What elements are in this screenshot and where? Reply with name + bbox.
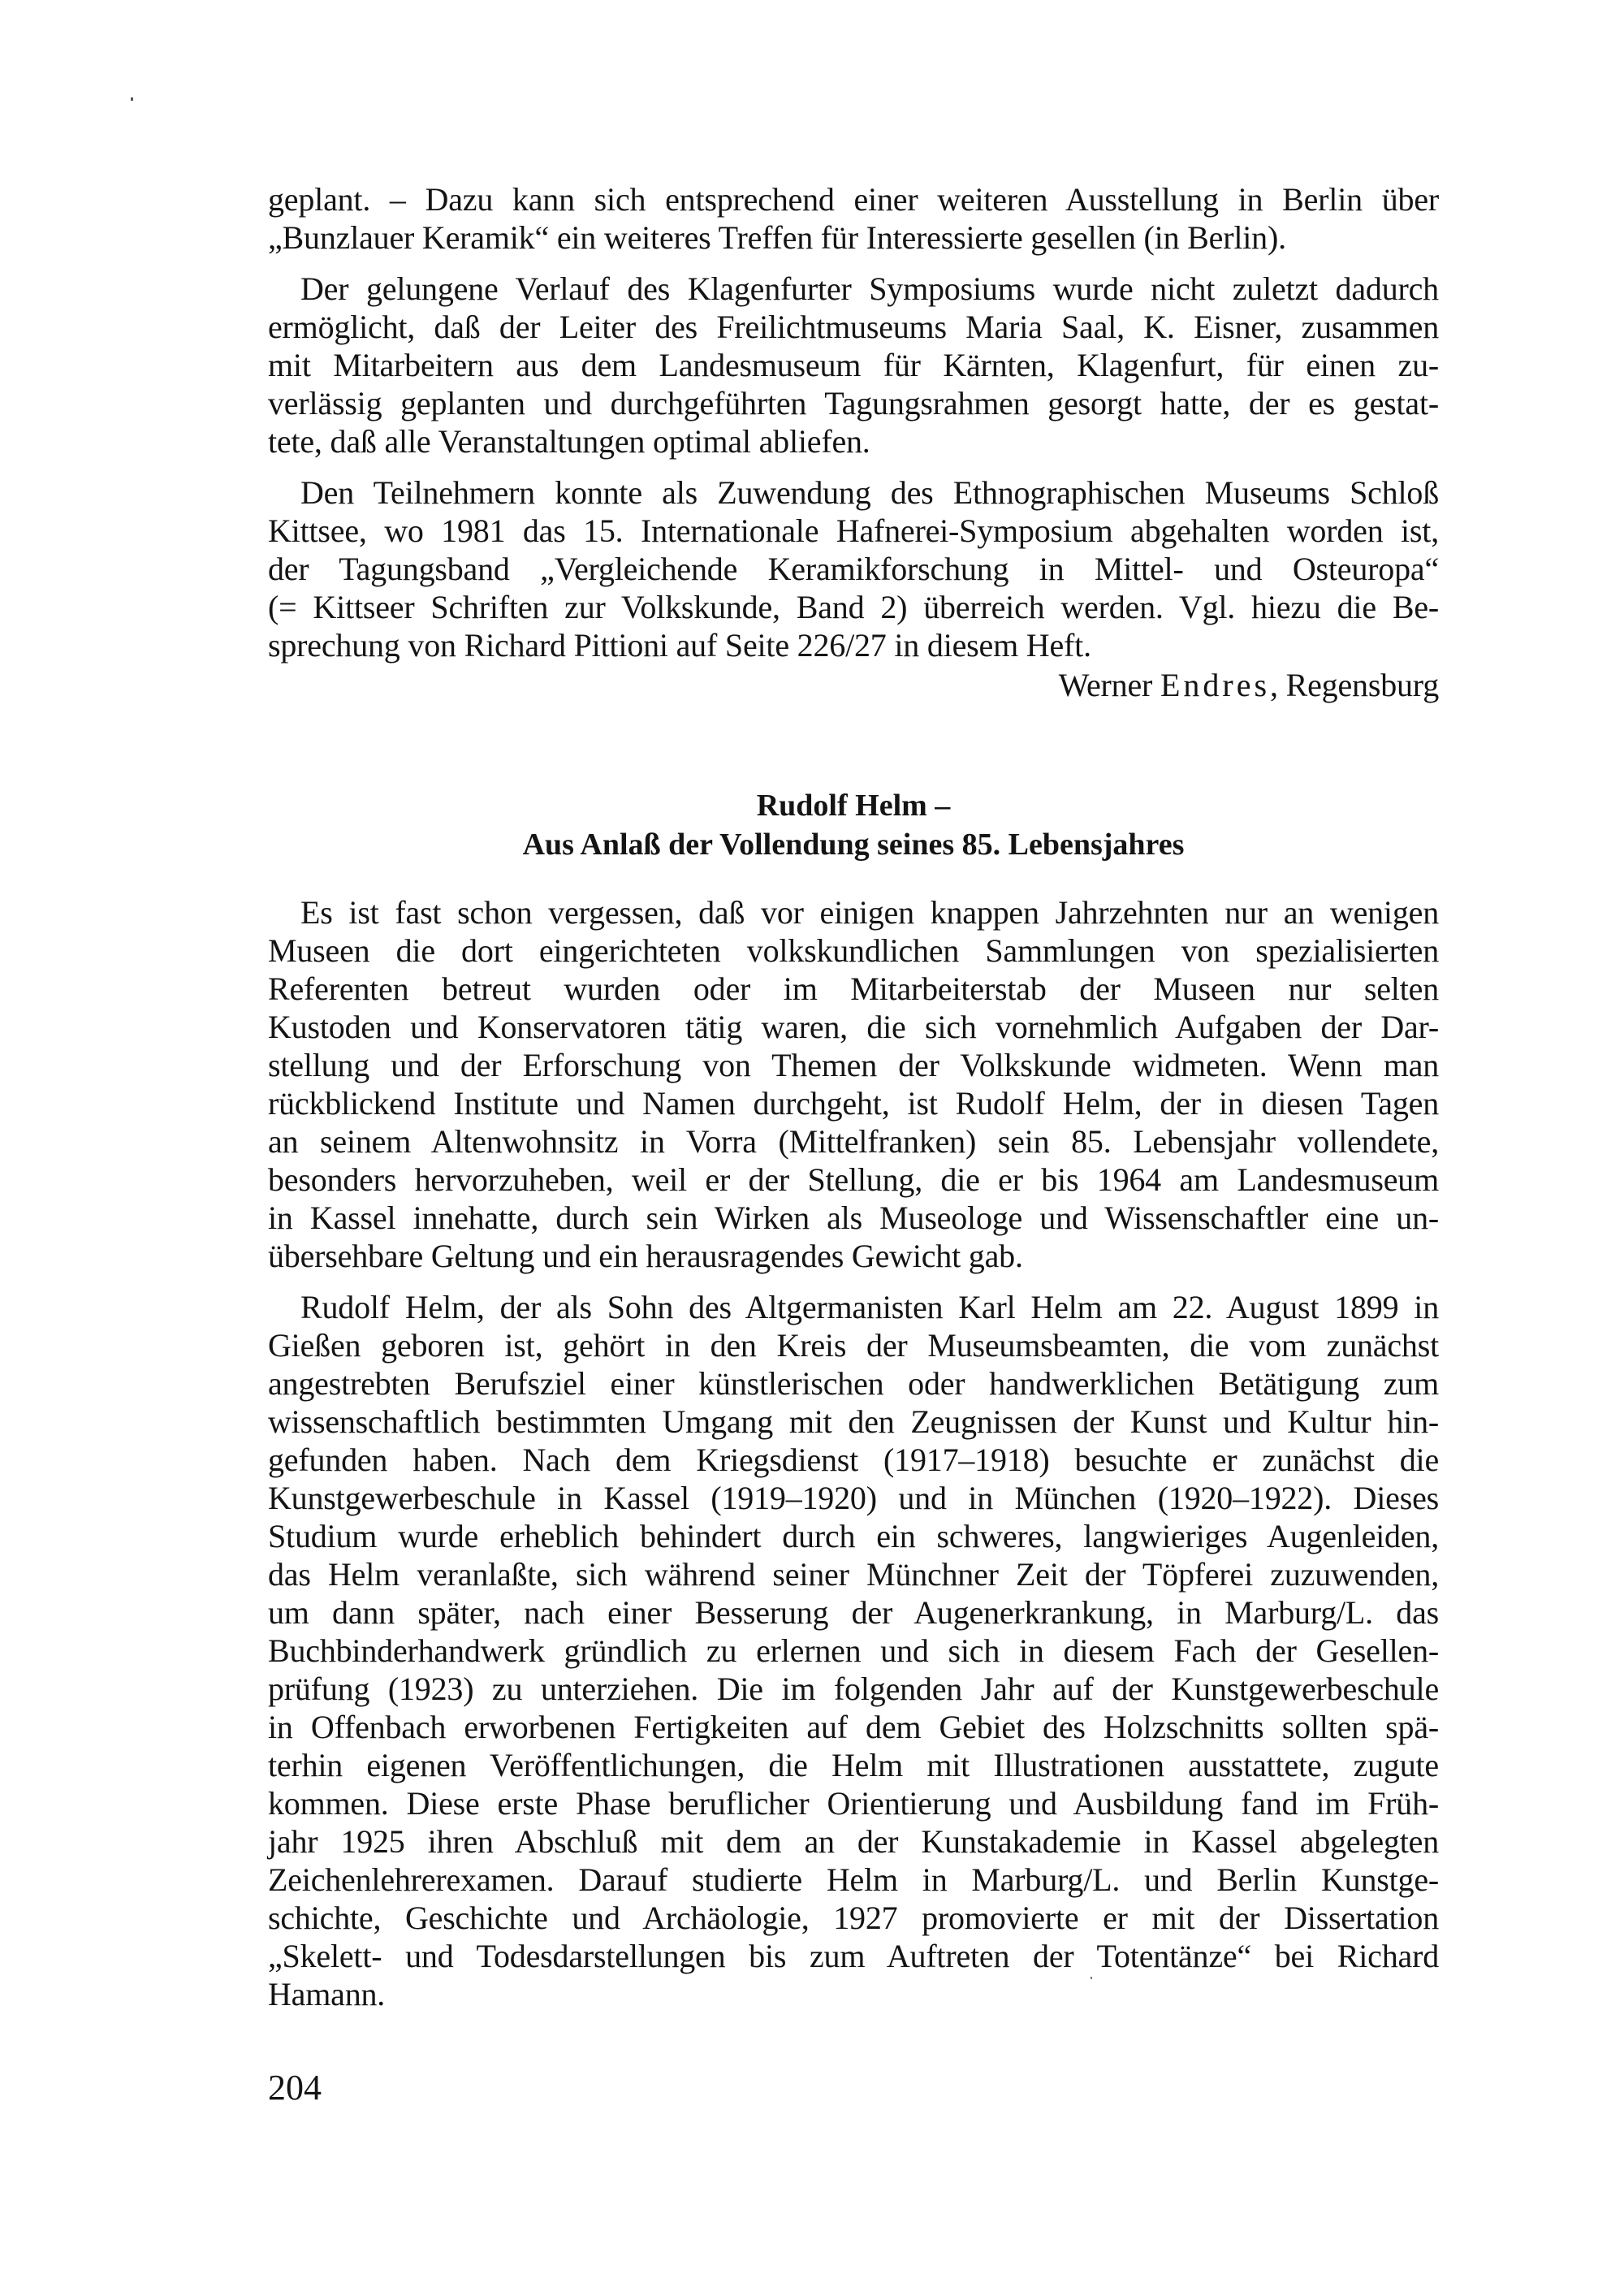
text-line: mit Mitarbeitern aus dem Landesmuseum für Kärnten, Klagenfurt, für einen zu- — [268, 347, 1439, 383]
text-line: stellung und der Erforschung von Themen der Volkskunde widmeten. Wenn man — [268, 1047, 1439, 1083]
text-line: Den Teilnehmern konnte als Zuwendung des Ethnographischen Museums Schloß — [300, 474, 1439, 511]
text-line: Referenten betreut wurden oder im Mitarbeiterstab der Museen nur selten — [268, 970, 1439, 1007]
text-line: Hamann. — [268, 1976, 386, 2012]
text-line: „Bunzlauer Keramik“ ein weiteres Treffen für Interessierte gesellen (in Berlin). — [268, 219, 1286, 256]
text-line: schichte, Geschichte und Archäologie, 1927 promovierte er mit der Dissertation — [268, 1900, 1439, 1936]
text-line: geplant. – Dazu kann sich entsprechend einer weiteren Ausstellung in Berlin über — [268, 181, 1439, 218]
author-first-name: Werner — [1058, 667, 1153, 703]
text-line: um dann später, nach einer Besserung der Augenerkrankung, in Marburg/L. das — [268, 1594, 1439, 1631]
article-subtitle: Aus Anlaß der Vollendung seines 85. Lebensjahres — [522, 828, 1185, 862]
text-line: der Tagungsband „Vergleichende Keramikforschung in Mittel- und Osteuropa“ — [268, 551, 1439, 587]
paragraph — [268, 1288, 1439, 2013]
text-line: Studium wurde erheblich behindert durch ein schweres, langwieriges Augenleiden, — [268, 1518, 1439, 1554]
text-line: Zeichenlehrerexamen. Darauf studierte Helm in Marburg/L. und Berlin Kunstge- — [268, 1861, 1439, 1898]
author-signature — [268, 666, 1439, 704]
paragraph — [268, 180, 1439, 257]
paragraph — [268, 270, 1439, 460]
text-line: in Offenbach erworbenen Fertigkeiten auf dem Gebiet des Holzschnitts sollten spä- — [268, 1709, 1439, 1745]
text-line: übersehbare Geltung und ein herausragendes Gewicht gab. — [268, 1238, 1023, 1274]
text-line: „Skelett- und Todesdarstellungen bis zum Auftreten der Totentänze“ bei Richard — [268, 1938, 1439, 1974]
previous-report-section — [268, 180, 1439, 704]
text-line: angestrebten Berufsziel einer künstlerischen oder handwerklichen Betätigung zum — [268, 1365, 1439, 1402]
article-heading — [268, 786, 1439, 864]
text-line: terhin eigenen Veröffentlichungen, die Helm mit Illustrationen ausstattete, zugute — [268, 1747, 1439, 1783]
article-body — [268, 893, 1439, 2026]
text-line: Kunstgewerbeschule in Kassel (1919–1920) und in München (1920–1922). Dieses — [268, 1480, 1439, 1516]
text-line: verlässig geplanten und durchgeführten Tagungsrahmen gesorgt hatte, der es gestat- — [268, 385, 1439, 421]
article-title: Rudolf Helm – — [756, 789, 951, 823]
text-line: Der gelungene Verlauf des Klagenfurter Symposiums wurde nicht zuletzt dadurch — [300, 270, 1439, 307]
text-line: Buchbinderhandwerk gründlich zu erlernen und sich in diesem Fach der Gesellen- — [268, 1632, 1439, 1669]
text-line: in Kassel innehatte, durch sein Wirken als Museologe und Wissenschaftler eine un- — [268, 1200, 1439, 1236]
text-line: ermöglicht, daß der Leiter des Freilichtmuseums Maria Saal, K. Eisner, zusammen — [268, 309, 1439, 345]
text-line: besonders hervorzuheben, weil er der Stellung, die er bis 1964 am Landesmuseum — [268, 1161, 1439, 1198]
text-line: Museen die dort eingerichteten volkskundlichen Sammlungen von spezialisierten — [268, 932, 1439, 969]
text-line: Kustoden und Konservatoren tätig waren, die sich vornehmlich Aufgaben der Dar- — [268, 1009, 1439, 1045]
text-line: (= Kittseer Schriften zur Volkskunde, Band 2) überreich werden. Vgl. hiezu die Be- — [268, 589, 1439, 625]
text-line: jahr 1925 ihren Abschluß mit dem an der Kunstakademie in Kassel abgelegten — [268, 1823, 1439, 1860]
text-line: Kittsee, wo 1981 das 15. Internationale Hafnerei-Symposium abgehalten worden ist, — [268, 512, 1439, 549]
text-line: Es ist fast schon vergessen, daß vor einigen knappen Jahrzehnten nur an wenigen — [300, 894, 1439, 931]
text-line: prüfung (1923) zu unterziehen. Die im folgenden Jahr auf der Kunstgewerbeschule — [268, 1671, 1439, 1707]
paragraph — [268, 473, 1439, 664]
text-line: sprechung von Richard Pittioni auf Seite 226/27 in diesem Heft. — [268, 627, 1091, 664]
paragraph — [268, 893, 1439, 1275]
page-number: 204 — [268, 2068, 322, 2107]
text-line: rückblickend Institute und Namen durchgeht, ist Rudolf Helm, der in diesen Tagen — [268, 1085, 1439, 1122]
scan-speck — [131, 97, 133, 101]
text-line: Rudolf Helm, der als Sohn des Altgermanisten Karl Helm am 22. August 1899 in — [300, 1289, 1439, 1325]
text-line: wissenschaftlich bestimmten Umgang mit den Zeugnissen der Kunst und Kultur hin- — [268, 1403, 1439, 1440]
text-line: an seinem Altenwohnsitz in Vorra (Mittelfranken) sein 85. Lebensjahr vollendete, — [268, 1123, 1439, 1160]
text-line: Gießen geboren ist, gehört in den Kreis der Museumsbeamten, die vom zunächst — [268, 1327, 1439, 1364]
text-line: das Helm veranlaßte, sich während seiner Münchner Zeit der Töpferei zuzuwenden, — [268, 1556, 1439, 1593]
text-line: gefunden haben. Nach dem Kriegsdienst (1917–1918) besuchte er zunächst die — [268, 1442, 1439, 1478]
author-place: , Regensburg — [1270, 667, 1439, 703]
text-line: kommen. Diese erste Phase beruflicher Orientierung und Ausbildung fand im Früh- — [268, 1785, 1439, 1822]
author-last-name: Endres — [1160, 667, 1271, 703]
text-line: tete, daß alle Veranstaltungen optimal abliefen. — [268, 423, 870, 460]
